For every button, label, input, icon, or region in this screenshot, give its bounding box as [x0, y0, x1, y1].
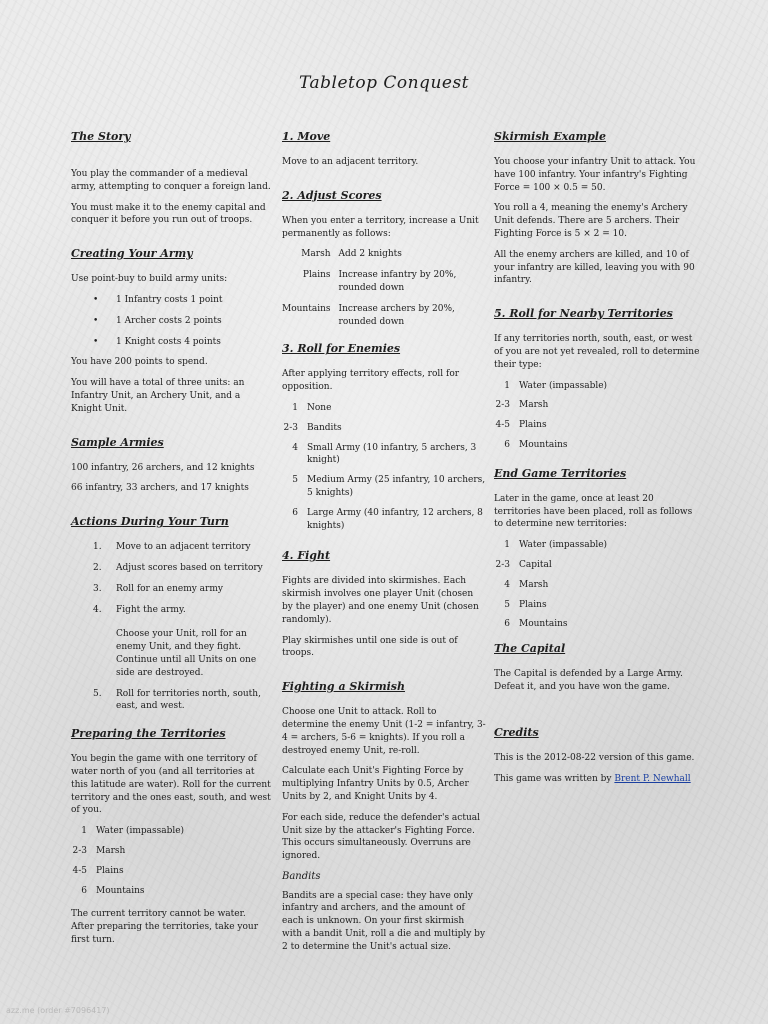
credits-author [494, 773, 700, 786]
roll-value: 6 [504, 439, 510, 450]
story-paragraph: You play the commander of a medieval army, attempting to conquer a foreign land. [71, 169, 271, 192]
roll-value: 6 [292, 507, 298, 518]
list-number: 4. [93, 604, 102, 615]
section-heading-story: The Story [71, 130, 131, 143]
table-row [282, 507, 486, 540]
table-row [71, 885, 184, 905]
terrain-effect: Add 2 knights [338, 249, 402, 260]
list-item [71, 688, 271, 714]
endgame-paragraph: Later in the game, once at least 20 territories have been placed, roll as follows to determine new territories: [494, 493, 693, 530]
terrain-name: Marsh [301, 249, 331, 260]
section-heading-move: 1. Move [282, 130, 331, 143]
column-left [71, 130, 271, 955]
roll-value: 1 [504, 380, 510, 391]
section-heading-capital: The Capital [494, 642, 566, 656]
table-row [282, 442, 486, 475]
example-paragraph: You roll a 4, meaning the enemy's Archery Unit defends. There are 5 archers. Their Fighting Force is 5 × 2 = 10. [494, 203, 688, 239]
subheading-bandits: Bandits [282, 870, 321, 882]
list-number: 3. [93, 583, 102, 594]
roll-value: 4 [292, 442, 298, 453]
nearby-paragraph: If any territories north, south, east, or west of you are not yet revealed, roll to determine their type: [494, 334, 700, 370]
roll-value: 2-3 [495, 559, 510, 570]
section-heading-credits: Credits [494, 725, 539, 739]
army-intro: Use point-buy to build army units: [71, 274, 228, 285]
roll-result: Marsh [519, 579, 549, 590]
list-item: • 1 Knight costs 4 points [71, 336, 271, 349]
terrain-effect: Increase infantry by 20%, rounded down [338, 270, 457, 293]
roll-result: Marsh [96, 845, 126, 856]
terrain-name: Plains [302, 270, 331, 281]
list-item [71, 583, 271, 596]
table-row [494, 559, 607, 579]
footer-watermark: azz.me (order #7096417) [6, 1006, 110, 1015]
list-text: Roll for an enemy army [116, 583, 223, 594]
roll-result: Mountains [519, 439, 568, 450]
section-heading-end-game: End Game Territories [494, 466, 627, 480]
enemies-paragraph: After applying territory effects, roll for opposition. [282, 369, 460, 393]
section-heading-skirmish: Fighting a Skirmish [282, 680, 405, 694]
page-title: Tabletop Conquest [298, 73, 470, 93]
prep-paragraph: You begin the game with one territory of water north of you (and all territories at this latitude are water). Roll for the current territory and the ones east, south, and west of you. [71, 754, 271, 816]
list-text: Roll for territories north, south, east, and west. [116, 688, 261, 712]
capital-paragraph: The Capital is defended by a Large Army. Defeat it, and you have won the game. [494, 669, 683, 692]
turn-actions-list [71, 541, 271, 713]
bandits-paragraph: Bandits are a special case: they have only infantry and archers, and the amount of each is unknown. On your first skirmish with a bandit Unit, roll a die and multiply by 2 to determine the Unit's actual size. [282, 890, 486, 952]
fight-paragraph: Fights are divided into skirmishes. Each skirmish involves one player Unit (chosen by the player) and one enemy Unit (chosen randomly). [282, 576, 479, 625]
section-heading-creating-army: Creating Your Army [71, 247, 193, 261]
section-heading-adjust-scores: 2. Adjust Scores [282, 188, 382, 202]
list-item: • 1 Archer costs 2 points [71, 315, 271, 328]
roll-value: 6 [504, 619, 510, 630]
enemy-roll-table [282, 402, 486, 539]
roll-value: 4 [504, 579, 510, 590]
table-row [282, 474, 486, 507]
roll-value: 1 [292, 402, 298, 413]
credits-version: This is the 2012-08-22 version of this game. [494, 752, 695, 763]
roll-value: 1 [504, 540, 510, 551]
action-note: Choose your Unit, roll for an enemy Unit, and they fight. Continue until all Units on one side are destroyed. [116, 629, 257, 678]
roll-value: 6 [81, 885, 87, 896]
roll-result: Bandits [307, 422, 342, 433]
section-heading-nearby-territories: 5. Roll for Nearby Territories [494, 307, 673, 321]
roll-result: Mountains [96, 885, 145, 896]
section-heading-actions: Actions During Your Turn [71, 515, 229, 529]
list-item [71, 604, 271, 680]
move-paragraph: Move to an adjacent territory. [282, 157, 419, 167]
table-row [282, 303, 486, 337]
list-item [71, 562, 271, 575]
example-paragraph: You choose your infantry Unit to attack. You have 100 infantry. Your infantry's Fighting Force = 100 × 0.5 = 50. [494, 157, 696, 193]
roll-result: Mountains [519, 619, 568, 630]
list-item: • 1 Infantry costs 1 point [71, 294, 271, 307]
roll-value: 5 [504, 599, 510, 610]
table-row [494, 599, 607, 619]
section-heading-preparing: Preparing the Territories [71, 727, 226, 741]
terrain-name: Mountains [282, 303, 331, 314]
roll-result: Marsh [519, 400, 549, 411]
roll-result: Water (impassable) [519, 540, 608, 551]
nearby-roll-table [494, 380, 607, 459]
roll-result: Capital [519, 559, 552, 570]
section-heading-sample-armies: Sample Armies [71, 435, 164, 449]
roll-value: 2-3 [72, 845, 87, 856]
table-row [494, 399, 607, 419]
table-row [282, 402, 486, 422]
section-heading-roll-enemies: 3. Roll for Enemies [282, 342, 401, 356]
list-number: 5. [93, 688, 102, 699]
roll-result: Water (impassable) [519, 380, 608, 391]
roll-value: 2-3 [283, 422, 298, 433]
roll-result: Plains [519, 599, 547, 610]
list-number: 2. [93, 562, 102, 573]
roll-value: 4-5 [495, 420, 510, 431]
adjust-scores-table [282, 248, 486, 336]
list-number: 1. [93, 542, 102, 553]
roll-value: 1 [81, 826, 87, 837]
terrain-effect: Increase archers by 20%, rounded down [338, 303, 455, 327]
skirmish-paragraph: Choose one Unit to attack. Roll to determine the enemy Unit (1-2 = infantry, 3-4 = archers, 5-6 = knights). If you roll a destroyed enemy Unit, re-roll. [282, 707, 486, 756]
table-row [71, 865, 184, 885]
roll-value: 5 [292, 475, 298, 486]
army-points: You have 200 points to spend. [71, 357, 208, 368]
skirmish-paragraph: Calculate each Unit's Fighting Force by multiplying Infantry Units by 0.5, Archer Units by 2, and Knight Units by 4. [282, 766, 469, 802]
author-link[interactable]: Brent P. Newhall [614, 773, 691, 784]
roll-result: Large Army (40 infantry, 12 archers, 8 knights) [307, 507, 483, 531]
section-heading-skirmish-example: Skirmish Example [494, 130, 606, 143]
list-text: Fight the army. [116, 604, 186, 615]
territory-roll-table [71, 825, 184, 904]
roll-result: Plains [519, 420, 547, 431]
roll-result: Small Army (10 infantry, 5 archers, 3 knight) [307, 442, 477, 466]
fight-paragraph: Play skirmishes until one side is out of troops. [282, 635, 458, 659]
army-units: You will have a total of three units: an Infantry Unit, an Archery Unit, and a Knight Unit. [71, 378, 245, 414]
table-row [494, 380, 607, 400]
table-row [71, 845, 184, 865]
table-row [282, 269, 486, 303]
table-row [494, 419, 607, 439]
sample-army: 66 infantry, 33 archers, and 17 knights [71, 483, 249, 494]
column-right [494, 130, 700, 793]
table-row [282, 422, 486, 442]
adjust-paragraph: When you enter a territory, increase a Unit permanently as follows: [282, 215, 479, 239]
example-paragraph: All the enemy archers are killed, and 10 of your infantry are killed, leaving you with 90 infantry. [494, 249, 695, 286]
table-row [494, 439, 607, 459]
credits-author-text: This game was written by [494, 773, 612, 784]
roll-value: 2-3 [495, 400, 510, 411]
roll-result: Plains [96, 865, 124, 876]
table-row [494, 539, 607, 559]
roll-value: 4-5 [72, 865, 87, 876]
section-heading-fight: 4. Fight [282, 549, 331, 563]
table-row [71, 825, 184, 845]
endgame-roll-table [494, 539, 607, 638]
sample-army: 100 infantry, 26 archers, and 12 knights [71, 462, 255, 473]
list-text: Adjust scores based on territory [116, 562, 263, 573]
roll-result: Medium Army (25 infantry, 10 archers, 5 knights) [307, 475, 486, 498]
unit-cost-list [71, 294, 271, 348]
prep-paragraph: The current territory cannot be water. After preparing the territories, take your first turn. [71, 909, 259, 945]
table-row [282, 248, 486, 269]
story-paragraph: You must make it to the enemy capital and conquer it before you run out of troops. [71, 202, 266, 226]
table-row [494, 618, 607, 638]
skirmish-paragraph: For each side, reduce the defender's actual Unit size by the attacker's Fighting Force. This occurs simultaneously. Overruns are ignored. [282, 812, 480, 862]
roll-result: Water (impassable) [96, 826, 185, 837]
list-text: Move to an adjacent territory [116, 542, 251, 553]
roll-result: None [307, 402, 332, 413]
table-row [494, 579, 607, 599]
column-middle [282, 130, 486, 962]
list-item [71, 541, 271, 554]
